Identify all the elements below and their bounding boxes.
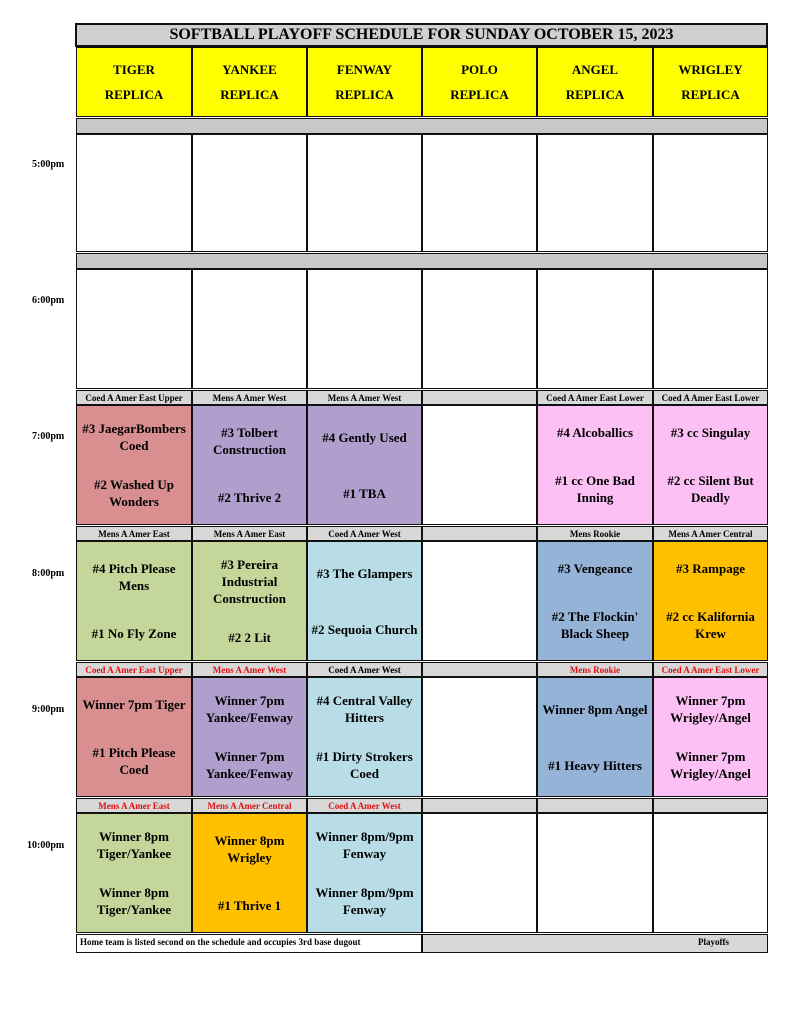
- home-team: Winner 8pm/9pm Fenway: [315, 885, 414, 917]
- time-label-8pm: 8:00pm: [32, 568, 65, 579]
- away-team: #4 Pitch Please Mens: [92, 561, 176, 594]
- slot-5pm-yankee: [192, 134, 307, 252]
- division-label: Mens A Amer West: [192, 662, 307, 677]
- division-label: Coed A Amer West: [307, 662, 422, 677]
- game-8pm-wrigley: [653, 541, 768, 661]
- division-label: Mens A Amer West: [192, 390, 307, 405]
- division-label: Coed A Amer West: [307, 526, 422, 541]
- game-8pm-fenway: [307, 541, 422, 661]
- away-team: #3 The Glampers: [316, 565, 413, 581]
- home-team: #2 cc Silent But Deadly: [667, 472, 754, 505]
- home-team: #1 Thrive 1: [217, 897, 282, 913]
- field-name: WRIGLEY: [678, 61, 743, 77]
- division-label: [653, 798, 768, 813]
- away-team: #3 cc Singulay: [670, 425, 751, 441]
- home-team: #2 The Flockin' Black Sheep: [551, 608, 639, 641]
- division-label: Mens A Amer East: [76, 526, 192, 541]
- home-team: #2 cc Kalifornia Krew: [666, 608, 755, 641]
- field-sub: REPLICA: [681, 86, 740, 102]
- division-label: Coed A Amer East Lower: [653, 390, 768, 405]
- away-team: #4 Central Valley Hitters: [316, 693, 413, 725]
- field-sub: REPLICA: [450, 86, 509, 102]
- home-team: Winner 8pm Tiger/Yankee: [96, 885, 172, 917]
- field-header-yankee: [192, 47, 307, 117]
- home-team: #1 cc One Bad Inning: [555, 472, 635, 505]
- home-team: #2 Thrive 2: [217, 489, 282, 505]
- field-name: YANKEE: [222, 61, 277, 77]
- field-header-tiger: [76, 47, 192, 117]
- division-label: Coed A Amer East Lower: [537, 390, 653, 405]
- division-label: [422, 390, 537, 405]
- home-team: #1 TBA: [343, 485, 386, 501]
- away-team: #3 Pereira Industrial Construction: [213, 557, 286, 606]
- time-label-9pm: 9:00pm: [32, 704, 65, 715]
- game-9pm-polo: [422, 677, 537, 797]
- away-team: #3 Tolbert Construction: [213, 425, 286, 458]
- slot-5pm-polo: [422, 134, 537, 252]
- away-team: Winner 7pm Yankee/Fenway: [205, 693, 294, 725]
- division-label: [537, 798, 653, 813]
- away-team: #3 Vengeance: [557, 561, 633, 577]
- division-label: Mens Rookie: [537, 526, 653, 541]
- away-team: #4 Alcoballics: [556, 425, 634, 441]
- field-header-fenway: [307, 47, 422, 117]
- division-label: Mens A Amer Central: [192, 798, 307, 813]
- division-label: Mens A Amer East: [192, 526, 307, 541]
- home-team: Winner 7pm Wrigley/Angel: [670, 749, 751, 781]
- division-label: Coed A Amer East Lower: [653, 662, 768, 677]
- division-label: [422, 798, 537, 813]
- time-label-10pm: 10:00pm: [27, 840, 65, 851]
- game-7pm-wrigley: [653, 405, 768, 525]
- time-label-7pm: 7:00pm: [32, 431, 65, 442]
- game-8pm-polo: [422, 541, 537, 661]
- game-7pm-tiger: [76, 405, 192, 525]
- game-10pm-tiger: [76, 813, 192, 933]
- away-team: Winner 8pm Wrigley: [214, 833, 285, 866]
- away-team: Winner 7pm Wrigley/Angel: [670, 693, 751, 725]
- field-header-wrigley: [653, 47, 768, 117]
- separator-row: [76, 253, 768, 269]
- away-team: #3 JaegarBombers Coed: [82, 421, 186, 453]
- game-9pm-wrigley: [653, 677, 768, 797]
- game-8pm-tiger: [76, 541, 192, 661]
- footer-label: Playoffs: [422, 934, 768, 953]
- field-name: ANGEL: [571, 61, 619, 77]
- game-7pm-polo: [422, 405, 537, 525]
- game-9pm-tiger: [76, 677, 192, 797]
- home-team: #1 Dirty Strokers Coed: [316, 749, 413, 781]
- home-team: #2 Sequoia Church: [311, 621, 418, 637]
- game-7pm-angel: [537, 405, 653, 525]
- away-team: Winner 7pm Tiger: [82, 697, 186, 713]
- field-name: TIGER: [113, 61, 155, 77]
- home-team: #2 Washed Up Wonders: [94, 477, 174, 509]
- division-label: [422, 662, 537, 677]
- slot-6pm-yankee: [192, 269, 307, 389]
- game-7pm-fenway: [307, 405, 422, 525]
- page-title: SOFTBALL PLAYOFF SCHEDULE FOR SUNDAY OCTOBER 15, 2023: [75, 23, 768, 47]
- field-header-angel: [537, 47, 653, 117]
- game-10pm-yankee: [192, 813, 307, 933]
- division-label: Coed A Amer East Upper: [76, 662, 192, 677]
- home-team: #2 2 Lit: [228, 630, 271, 645]
- division-label: Mens A Amer Central: [653, 526, 768, 541]
- game-8pm-angel: [537, 541, 653, 661]
- slot-5pm-angel: [537, 134, 653, 252]
- division-label: Coed A Amer West: [307, 798, 422, 813]
- game-7pm-yankee: [192, 405, 307, 525]
- division-label: Coed A Amer East Upper: [76, 390, 192, 405]
- time-label-5pm: 5:00pm: [32, 159, 65, 170]
- field-sub: REPLICA: [220, 86, 279, 102]
- away-team: #4 Gently Used: [322, 429, 407, 445]
- away-team: Winner 8pm/9pm Fenway: [315, 829, 414, 861]
- game-10pm-wrigley: [653, 813, 768, 933]
- slot-6pm-wrigley: [653, 269, 768, 389]
- field-header-polo: [422, 47, 537, 117]
- division-label: Mens A Amer East: [76, 798, 192, 813]
- time-label-6pm: 6:00pm: [32, 295, 65, 306]
- field-sub: REPLICA: [335, 86, 394, 102]
- slot-5pm-wrigley: [653, 134, 768, 252]
- division-label: [422, 526, 537, 541]
- game-10pm-polo: [422, 813, 537, 933]
- away-team: Winner 8pm Tiger/Yankee: [96, 829, 172, 861]
- division-label: Mens A Amer West: [307, 390, 422, 405]
- game-8pm-yankee: [192, 541, 307, 661]
- division-label: Mens Rookie: [537, 662, 653, 677]
- separator-row: [76, 118, 768, 134]
- away-team: Winner 8pm Angel: [542, 701, 648, 717]
- home-team: Winner 7pm Yankee/Fenway: [205, 749, 294, 781]
- game-9pm-fenway: [307, 677, 422, 797]
- field-sub: REPLICA: [565, 86, 625, 102]
- slot-6pm-polo: [422, 269, 537, 389]
- slot-6pm-tiger: [76, 269, 192, 389]
- slot-6pm-angel: [537, 269, 653, 389]
- game-10pm-angel: [537, 813, 653, 933]
- home-team: #1 No Fly Zone: [91, 625, 177, 641]
- away-team: #3 Rampage: [676, 561, 745, 577]
- game-9pm-yankee: [192, 677, 307, 797]
- home-team: #1 Pitch Please Coed: [92, 744, 176, 777]
- slot-6pm-fenway: [307, 269, 422, 389]
- slot-5pm-fenway: [307, 134, 422, 252]
- game-10pm-fenway: [307, 813, 422, 933]
- home-team: #1 Heavy Hitters: [548, 757, 642, 773]
- field-name: POLO: [461, 61, 498, 77]
- slot-5pm-tiger: [76, 134, 192, 252]
- footer-note: Home team is listed second on the schedule and occupies 3rd base dugout: [76, 934, 422, 953]
- field-sub: REPLICA: [104, 86, 164, 102]
- game-9pm-angel: [537, 677, 653, 797]
- field-name: FENWAY: [336, 61, 393, 77]
